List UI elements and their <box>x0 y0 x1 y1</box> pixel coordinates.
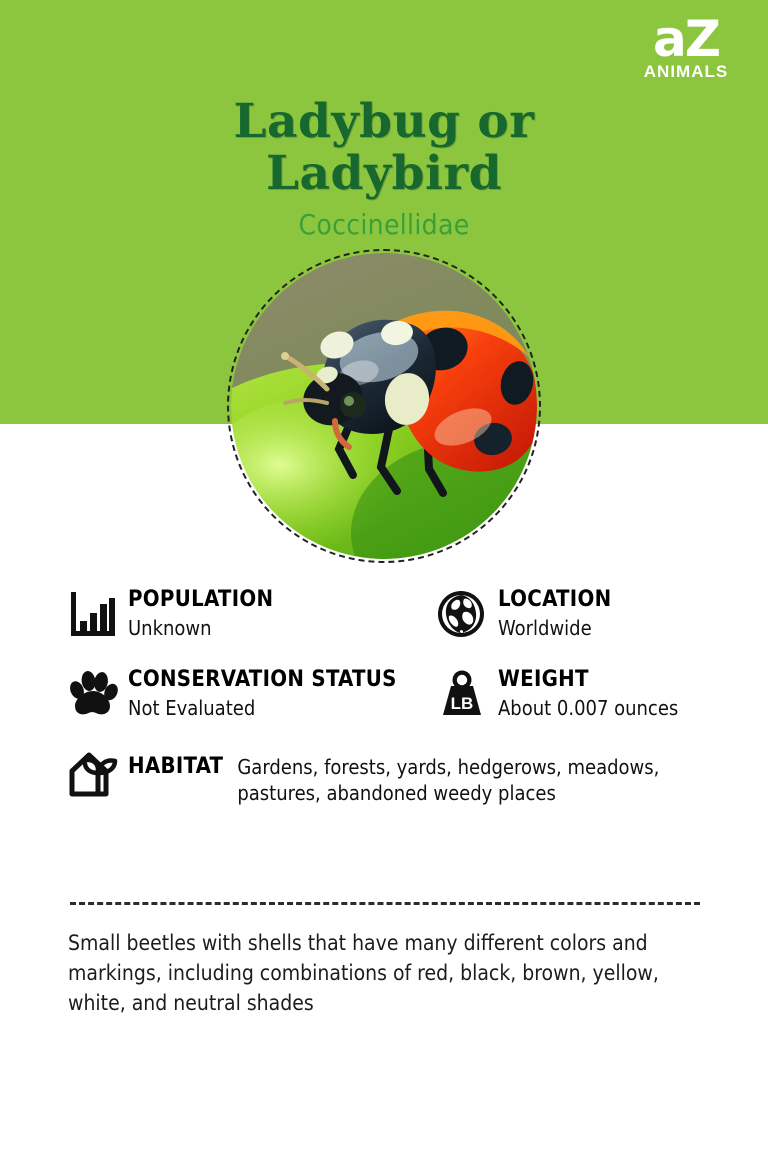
section-divider <box>70 902 700 905</box>
paw-print-icon <box>66 662 128 724</box>
stat-location <box>436 582 756 644</box>
stat-value: Worldwide <box>498 616 592 640</box>
stat-row <box>66 662 756 724</box>
stat-population <box>66 582 436 644</box>
house-plant-icon <box>66 742 128 804</box>
globe-icon <box>436 582 498 644</box>
stat-text <box>498 662 678 721</box>
az-animals-logo[interactable] <box>626 10 746 81</box>
weight-lb-icon <box>436 662 498 724</box>
bar-chart-icon <box>66 582 128 644</box>
stat-label: LOCATION <box>498 587 612 612</box>
stat-row <box>66 582 756 644</box>
habitat-label: HABITAT <box>128 754 224 779</box>
habitat-value: Gardens, forests, yards, hedgerows, meadows, pastures, abandoned weedy places <box>237 755 660 805</box>
stat-text <box>128 662 397 721</box>
title-line-1: Ladybug or <box>233 94 535 149</box>
description-text: Small beetles with shells that have many different colors and markings, including combinations of red, black, brown, yellow, white, and neutral shades <box>68 931 659 1015</box>
stat-text <box>128 582 273 641</box>
stat-text <box>498 582 611 641</box>
svg-text:LB: LB <box>450 694 474 713</box>
logo-az-text: aZ <box>653 10 719 68</box>
stat-weight <box>436 662 756 724</box>
hero-image-container <box>231 253 537 559</box>
ladybug-photo <box>231 253 537 559</box>
scientific-name: Coccinellidae <box>298 208 470 241</box>
logo-animals-text: ANIMALS <box>643 62 729 81</box>
stat-conservation-status <box>66 662 436 724</box>
stat-label: CONSERVATION STATUS <box>128 667 397 692</box>
habitat-text <box>128 742 707 806</box>
stat-habitat <box>66 742 756 806</box>
stats-grid <box>66 582 756 806</box>
page-title <box>0 96 768 200</box>
stat-label: WEIGHT <box>498 667 589 692</box>
stat-value: About 0.007 ounces <box>498 696 679 720</box>
title-line-2: Ladybird <box>265 146 503 201</box>
stat-label: POPULATION <box>128 587 274 612</box>
stat-value: Not Evaluated <box>128 696 256 720</box>
stat-value: Unknown <box>128 616 212 640</box>
